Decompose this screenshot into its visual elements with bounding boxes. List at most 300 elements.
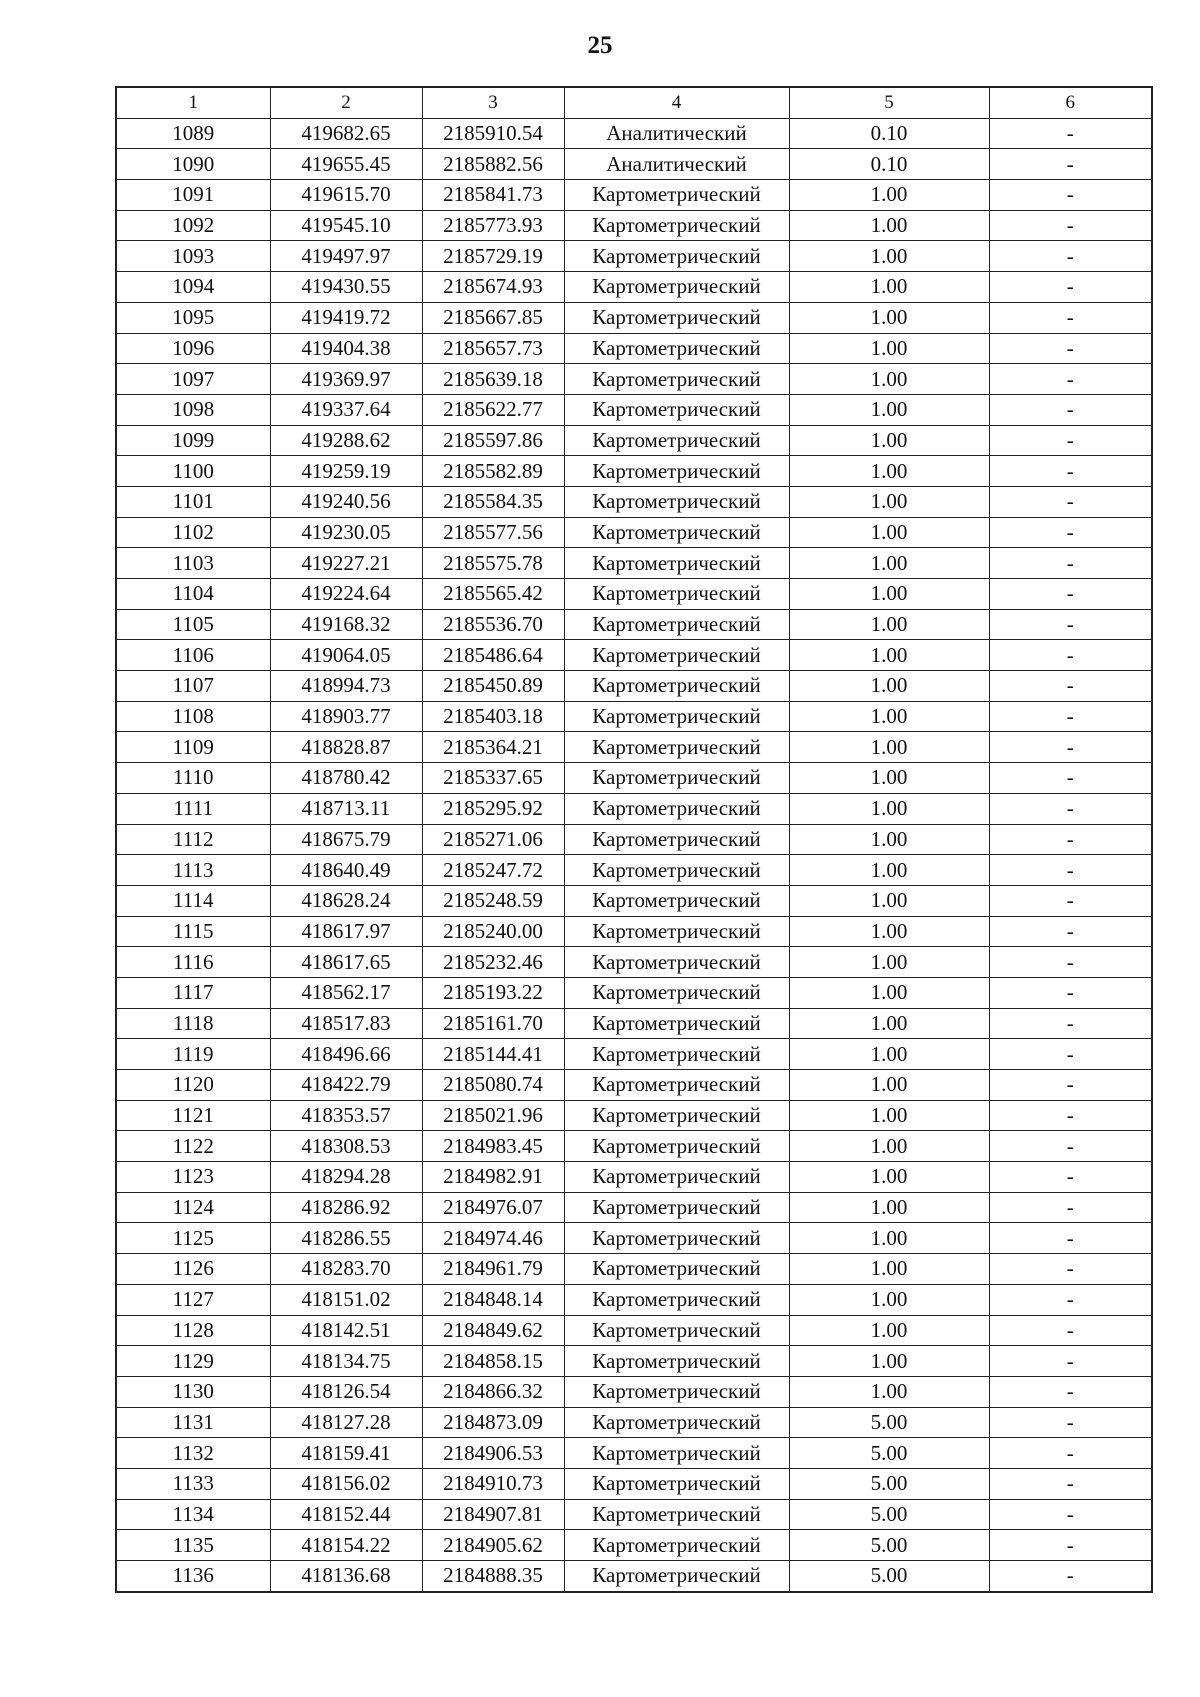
point-number-cell: 1103 (116, 548, 270, 579)
point-number-cell: 1119 (116, 1039, 270, 1070)
note-cell: - (989, 640, 1152, 671)
table-row (116, 1100, 1152, 1131)
method-cell: Картометрический (564, 1468, 789, 1499)
y-coordinate-cell: 2185364.21 (422, 732, 564, 763)
method-cell: Картометрический (564, 1561, 789, 1592)
y-coordinate-cell: 2185597.86 (422, 425, 564, 456)
y-coordinate-cell: 2185577.56 (422, 517, 564, 548)
accuracy-cell: 5.00 (789, 1468, 989, 1499)
note-cell: - (989, 1254, 1152, 1285)
x-coordinate-cell: 418994.73 (270, 671, 422, 702)
accuracy-cell: 1.00 (789, 241, 989, 272)
y-coordinate-cell: 2185773.93 (422, 210, 564, 241)
table-row (116, 1376, 1152, 1407)
note-cell: - (989, 1376, 1152, 1407)
point-number-cell: 1113 (116, 855, 270, 886)
x-coordinate-cell: 419369.97 (270, 364, 422, 395)
point-number-cell: 1089 (116, 118, 270, 149)
y-coordinate-cell: 2185021.96 (422, 1100, 564, 1131)
header-row (116, 87, 1152, 118)
accuracy-cell: 1.00 (789, 579, 989, 610)
accuracy-cell: 1.00 (789, 1131, 989, 1162)
table-row (116, 1284, 1152, 1315)
table-row (116, 885, 1152, 916)
point-number-cell: 1108 (116, 701, 270, 732)
point-number-cell: 1106 (116, 640, 270, 671)
accuracy-cell: 1.00 (789, 1008, 989, 1039)
x-coordinate-cell: 419224.64 (270, 579, 422, 610)
note-cell: - (989, 732, 1152, 763)
accuracy-cell: 1.00 (789, 302, 989, 333)
method-cell: Картометрический (564, 1315, 789, 1346)
table-row (116, 272, 1152, 303)
y-coordinate-cell: 2185910.54 (422, 118, 564, 149)
x-coordinate-cell: 418617.65 (270, 947, 422, 978)
point-number-cell: 1100 (116, 456, 270, 487)
accuracy-cell: 5.00 (789, 1530, 989, 1561)
point-number-cell: 1107 (116, 671, 270, 702)
y-coordinate-cell: 2184976.07 (422, 1192, 564, 1223)
accuracy-cell: 1.00 (789, 333, 989, 364)
y-coordinate-cell: 2185536.70 (422, 609, 564, 640)
coordinates-table (115, 86, 1153, 1593)
method-cell: Картометрический (564, 1530, 789, 1561)
note-cell: - (989, 1438, 1152, 1469)
y-coordinate-cell: 2185674.93 (422, 272, 564, 303)
column-header-2: 2 (270, 87, 422, 118)
point-number-cell: 1097 (116, 364, 270, 395)
table-row (116, 1499, 1152, 1530)
method-cell: Картометрический (564, 425, 789, 456)
table-row (116, 1346, 1152, 1377)
table-row (116, 425, 1152, 456)
x-coordinate-cell: 418308.53 (270, 1131, 422, 1162)
table-row (116, 671, 1152, 702)
accuracy-cell: 1.00 (789, 364, 989, 395)
method-cell: Картометрический (564, 1254, 789, 1285)
method-cell: Картометрический (564, 1039, 789, 1070)
table-row (116, 486, 1152, 517)
y-coordinate-cell: 2185622.77 (422, 394, 564, 425)
accuracy-cell: 5.00 (789, 1561, 989, 1592)
point-number-cell: 1102 (116, 517, 270, 548)
y-coordinate-cell: 2185582.89 (422, 456, 564, 487)
y-coordinate-cell: 2184866.32 (422, 1376, 564, 1407)
method-cell: Картометрический (564, 671, 789, 702)
accuracy-cell: 1.00 (789, 947, 989, 978)
y-coordinate-cell: 2184858.15 (422, 1346, 564, 1377)
point-number-cell: 1129 (116, 1346, 270, 1377)
y-coordinate-cell: 2185584.35 (422, 486, 564, 517)
x-coordinate-cell: 418713.11 (270, 793, 422, 824)
table-row (116, 824, 1152, 855)
x-coordinate-cell: 418136.68 (270, 1561, 422, 1592)
accuracy-cell: 1.00 (789, 977, 989, 1008)
x-coordinate-cell: 419288.62 (270, 425, 422, 456)
point-number-cell: 1135 (116, 1530, 270, 1561)
method-cell: Картометрический (564, 1346, 789, 1377)
note-cell: - (989, 394, 1152, 425)
point-number-cell: 1090 (116, 149, 270, 180)
note-cell: - (989, 1346, 1152, 1377)
x-coordinate-cell: 419404.38 (270, 333, 422, 364)
table-header (116, 87, 1152, 118)
x-coordinate-cell: 419655.45 (270, 149, 422, 180)
method-cell: Картометрический (564, 855, 789, 886)
note-cell: - (989, 241, 1152, 272)
x-coordinate-cell: 419337.64 (270, 394, 422, 425)
x-coordinate-cell: 418617.97 (270, 916, 422, 947)
point-number-cell: 1101 (116, 486, 270, 517)
point-number-cell: 1114 (116, 885, 270, 916)
point-number-cell: 1136 (116, 1561, 270, 1592)
x-coordinate-cell: 419682.65 (270, 118, 422, 149)
method-cell: Картометрический (564, 732, 789, 763)
table-row (116, 609, 1152, 640)
note-cell: - (989, 977, 1152, 1008)
x-coordinate-cell: 418628.24 (270, 885, 422, 916)
y-coordinate-cell: 2185667.85 (422, 302, 564, 333)
x-coordinate-cell: 418640.49 (270, 855, 422, 886)
table-row (116, 855, 1152, 886)
accuracy-cell: 1.00 (789, 824, 989, 855)
accuracy-cell: 1.00 (789, 1192, 989, 1223)
point-number-cell: 1126 (116, 1254, 270, 1285)
y-coordinate-cell: 2185486.64 (422, 640, 564, 671)
method-cell: Картометрический (564, 701, 789, 732)
y-coordinate-cell: 2184974.46 (422, 1223, 564, 1254)
method-cell: Картометрический (564, 1008, 789, 1039)
method-cell: Картометрический (564, 1438, 789, 1469)
point-number-cell: 1099 (116, 425, 270, 456)
method-cell: Картометрический (564, 241, 789, 272)
point-number-cell: 1096 (116, 333, 270, 364)
point-number-cell: 1112 (116, 824, 270, 855)
y-coordinate-cell: 2185657.73 (422, 333, 564, 364)
point-number-cell: 1130 (116, 1376, 270, 1407)
accuracy-cell: 1.00 (789, 1070, 989, 1101)
note-cell: - (989, 1070, 1152, 1101)
accuracy-cell: 1.00 (789, 1223, 989, 1254)
table-row (116, 916, 1152, 947)
table-row (116, 364, 1152, 395)
note-cell: - (989, 1407, 1152, 1438)
point-number-cell: 1132 (116, 1438, 270, 1469)
table-row (116, 1070, 1152, 1101)
x-coordinate-cell: 418286.92 (270, 1192, 422, 1223)
table-row (116, 763, 1152, 794)
accuracy-cell: 1.00 (789, 793, 989, 824)
method-cell: Картометрический (564, 364, 789, 395)
method-cell: Картометрический (564, 793, 789, 824)
x-coordinate-cell: 418283.70 (270, 1254, 422, 1285)
method-cell: Картометрический (564, 1376, 789, 1407)
y-coordinate-cell: 2185240.00 (422, 916, 564, 947)
accuracy-cell: 1.00 (789, 180, 989, 211)
x-coordinate-cell: 418152.44 (270, 1499, 422, 1530)
method-cell: Картометрический (564, 1407, 789, 1438)
note-cell: - (989, 1284, 1152, 1315)
y-coordinate-cell: 2184888.35 (422, 1561, 564, 1592)
table-row (116, 640, 1152, 671)
method-cell: Картометрический (564, 333, 789, 364)
x-coordinate-cell: 418156.02 (270, 1468, 422, 1499)
table-row (116, 1192, 1152, 1223)
y-coordinate-cell: 2185247.72 (422, 855, 564, 886)
method-cell: Картометрический (564, 517, 789, 548)
table-row (116, 579, 1152, 610)
point-number-cell: 1125 (116, 1223, 270, 1254)
y-coordinate-cell: 2184849.62 (422, 1315, 564, 1346)
point-number-cell: 1104 (116, 579, 270, 610)
table-row (116, 456, 1152, 487)
x-coordinate-cell: 418126.54 (270, 1376, 422, 1407)
note-cell: - (989, 855, 1152, 886)
column-header-6: 6 (989, 87, 1152, 118)
accuracy-cell: 1.00 (789, 1254, 989, 1285)
note-cell: - (989, 1499, 1152, 1530)
accuracy-cell: 1.00 (789, 671, 989, 702)
y-coordinate-cell: 2185144.41 (422, 1039, 564, 1070)
note-cell: - (989, 333, 1152, 364)
note-cell: - (989, 763, 1152, 794)
accuracy-cell: 1.00 (789, 1162, 989, 1193)
note-cell: - (989, 793, 1152, 824)
x-coordinate-cell: 418294.28 (270, 1162, 422, 1193)
accuracy-cell: 5.00 (789, 1499, 989, 1530)
x-coordinate-cell: 418286.55 (270, 1223, 422, 1254)
accuracy-cell: 1.00 (789, 210, 989, 241)
note-cell: - (989, 671, 1152, 702)
note-cell: - (989, 947, 1152, 978)
x-coordinate-cell: 419230.05 (270, 517, 422, 548)
column-header-5: 5 (789, 87, 989, 118)
table-row (116, 1530, 1152, 1561)
x-coordinate-cell: 418496.66 (270, 1039, 422, 1070)
y-coordinate-cell: 2184848.14 (422, 1284, 564, 1315)
accuracy-cell: 1.00 (789, 1315, 989, 1346)
point-number-cell: 1131 (116, 1407, 270, 1438)
method-cell: Картометрический (564, 977, 789, 1008)
y-coordinate-cell: 2184983.45 (422, 1131, 564, 1162)
table-row (116, 1223, 1152, 1254)
table-row (116, 1468, 1152, 1499)
y-coordinate-cell: 2185232.46 (422, 947, 564, 978)
x-coordinate-cell: 418828.87 (270, 732, 422, 763)
point-number-cell: 1093 (116, 241, 270, 272)
table-row (116, 333, 1152, 364)
point-number-cell: 1134 (116, 1499, 270, 1530)
note-cell: - (989, 456, 1152, 487)
accuracy-cell: 1.00 (789, 609, 989, 640)
accuracy-cell: 1.00 (789, 701, 989, 732)
method-cell: Картометрический (564, 1100, 789, 1131)
method-cell: Картометрический (564, 916, 789, 947)
point-number-cell: 1094 (116, 272, 270, 303)
accuracy-cell: 0.10 (789, 118, 989, 149)
point-number-cell: 1110 (116, 763, 270, 794)
note-cell: - (989, 1100, 1152, 1131)
x-coordinate-cell: 419259.19 (270, 456, 422, 487)
table-row (116, 701, 1152, 732)
accuracy-cell: 1.00 (789, 425, 989, 456)
table-row (116, 1407, 1152, 1438)
page-number: 25 (587, 32, 613, 59)
note-cell: - (989, 1530, 1152, 1561)
method-cell: Картометрический (564, 640, 789, 671)
table-row (116, 180, 1152, 211)
y-coordinate-cell: 2184961.79 (422, 1254, 564, 1285)
point-number-cell: 1117 (116, 977, 270, 1008)
x-coordinate-cell: 419227.21 (270, 548, 422, 579)
column-header-3: 3 (422, 87, 564, 118)
method-cell: Картометрический (564, 1131, 789, 1162)
note-cell: - (989, 180, 1152, 211)
method-cell: Картометрический (564, 394, 789, 425)
point-number-cell: 1133 (116, 1468, 270, 1499)
method-cell: Картометрический (564, 1070, 789, 1101)
y-coordinate-cell: 2185080.74 (422, 1070, 564, 1101)
accuracy-cell: 5.00 (789, 1438, 989, 1469)
y-coordinate-cell: 2185565.42 (422, 579, 564, 610)
method-cell: Картометрический (564, 824, 789, 855)
x-coordinate-cell: 418127.28 (270, 1407, 422, 1438)
method-cell: Аналитический (564, 118, 789, 149)
x-coordinate-cell: 418903.77 (270, 701, 422, 732)
point-number-cell: 1118 (116, 1008, 270, 1039)
table-row (116, 1315, 1152, 1346)
method-cell: Аналитический (564, 149, 789, 180)
table-row (116, 793, 1152, 824)
accuracy-cell: 1.00 (789, 272, 989, 303)
note-cell: - (989, 425, 1152, 456)
note-cell: - (989, 486, 1152, 517)
x-coordinate-cell: 419419.72 (270, 302, 422, 333)
method-cell: Картометрический (564, 947, 789, 978)
x-coordinate-cell: 418422.79 (270, 1070, 422, 1101)
accuracy-cell: 0.10 (789, 149, 989, 180)
note-cell: - (989, 1131, 1152, 1162)
method-cell: Картометрический (564, 1162, 789, 1193)
y-coordinate-cell: 2185639.18 (422, 364, 564, 395)
note-cell: - (989, 517, 1152, 548)
x-coordinate-cell: 419168.32 (270, 609, 422, 640)
note-cell: - (989, 824, 1152, 855)
table-row (116, 1131, 1152, 1162)
point-number-cell: 1115 (116, 916, 270, 947)
point-number-cell: 1128 (116, 1315, 270, 1346)
note-cell: - (989, 364, 1152, 395)
x-coordinate-cell: 418142.51 (270, 1315, 422, 1346)
table-row (116, 977, 1152, 1008)
x-coordinate-cell: 419497.97 (270, 241, 422, 272)
accuracy-cell: 1.00 (789, 763, 989, 794)
x-coordinate-cell: 419064.05 (270, 640, 422, 671)
note-cell: - (989, 1561, 1152, 1592)
note-cell: - (989, 1468, 1152, 1499)
y-coordinate-cell: 2185403.18 (422, 701, 564, 732)
table-row (116, 118, 1152, 149)
method-cell: Картометрический (564, 1192, 789, 1223)
accuracy-cell: 1.00 (789, 1100, 989, 1131)
note-cell: - (989, 1162, 1152, 1193)
method-cell: Картометрический (564, 1223, 789, 1254)
y-coordinate-cell: 2185248.59 (422, 885, 564, 916)
y-coordinate-cell: 2185337.65 (422, 763, 564, 794)
table-row (116, 517, 1152, 548)
y-coordinate-cell: 2185295.92 (422, 793, 564, 824)
table-row (116, 302, 1152, 333)
method-cell: Картометрический (564, 456, 789, 487)
accuracy-cell: 1.00 (789, 1039, 989, 1070)
table-row (116, 1438, 1152, 1469)
note-cell: - (989, 149, 1152, 180)
column-header-4: 4 (564, 87, 789, 118)
table-row (116, 394, 1152, 425)
table-row (116, 149, 1152, 180)
method-cell: Картометрический (564, 548, 789, 579)
x-coordinate-cell: 418134.75 (270, 1346, 422, 1377)
accuracy-cell: 1.00 (789, 548, 989, 579)
x-coordinate-cell: 419430.55 (270, 272, 422, 303)
method-cell: Картометрический (564, 579, 789, 610)
point-number-cell: 1095 (116, 302, 270, 333)
y-coordinate-cell: 2185882.56 (422, 149, 564, 180)
x-coordinate-cell: 419240.56 (270, 486, 422, 517)
accuracy-cell: 1.00 (789, 456, 989, 487)
point-number-cell: 1111 (116, 793, 270, 824)
accuracy-cell: 5.00 (789, 1407, 989, 1438)
accuracy-cell: 1.00 (789, 1346, 989, 1377)
table-row (116, 1008, 1152, 1039)
note-cell: - (989, 916, 1152, 947)
point-number-cell: 1105 (116, 609, 270, 640)
point-number-cell: 1109 (116, 732, 270, 763)
x-coordinate-cell: 418780.42 (270, 763, 422, 794)
y-coordinate-cell: 2185193.22 (422, 977, 564, 1008)
note-cell: - (989, 548, 1152, 579)
table-row (116, 1254, 1152, 1285)
method-cell: Картометрический (564, 486, 789, 517)
note-cell: - (989, 579, 1152, 610)
method-cell: Картометрический (564, 609, 789, 640)
table-row (116, 1039, 1152, 1070)
point-number-cell: 1124 (116, 1192, 270, 1223)
accuracy-cell: 1.00 (789, 1284, 989, 1315)
x-coordinate-cell: 418159.41 (270, 1438, 422, 1469)
point-number-cell: 1123 (116, 1162, 270, 1193)
table-row (116, 947, 1152, 978)
table-row (116, 210, 1152, 241)
table-row (116, 732, 1152, 763)
x-coordinate-cell: 419615.70 (270, 180, 422, 211)
table-row (116, 548, 1152, 579)
method-cell: Картометрический (564, 302, 789, 333)
point-number-cell: 1116 (116, 947, 270, 978)
y-coordinate-cell: 2184906.53 (422, 1438, 564, 1469)
accuracy-cell: 1.00 (789, 486, 989, 517)
point-number-cell: 1092 (116, 210, 270, 241)
note-cell: - (989, 609, 1152, 640)
accuracy-cell: 1.00 (789, 732, 989, 763)
accuracy-cell: 1.00 (789, 640, 989, 671)
x-coordinate-cell: 418353.57 (270, 1100, 422, 1131)
note-cell: - (989, 701, 1152, 732)
y-coordinate-cell: 2185729.19 (422, 241, 564, 272)
x-coordinate-cell: 418154.22 (270, 1530, 422, 1561)
method-cell: Картометрический (564, 763, 789, 794)
x-coordinate-cell: 418562.17 (270, 977, 422, 1008)
